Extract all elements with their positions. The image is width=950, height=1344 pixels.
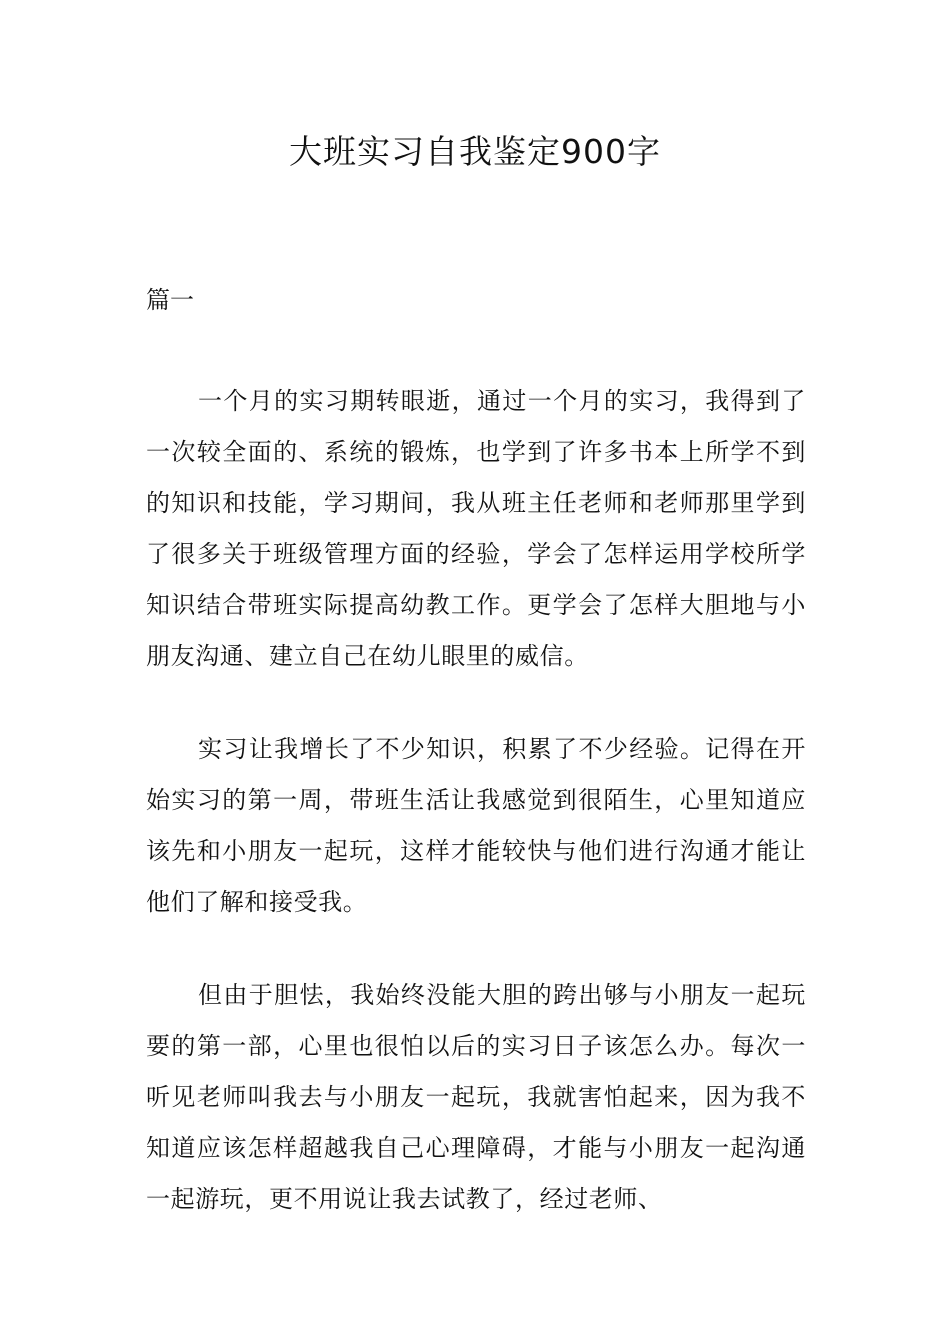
- paragraph-2: 实习让我增长了不少知识，积累了不少经验。记得在开始实习的第一周，带班生活让我感觉到很陌生，心里知道应该先和小朋友一起玩，这样才能较快与他们进行沟通才能让他们了解和接受我。: [146, 735, 806, 916]
- section-label: 篇一: [146, 286, 194, 314]
- paragraph-3: 但由于胆怯，我始终没能大胆的跨出够与小朋友一起玩要的第一部，心里也很怕以后的实习日子该怎么办。每次一听见老师叫我去与小朋友一起玩，我就害怕起来，因为我不知道应该怎样超越我自己心理障碍，才能与小朋友一起沟通一起游玩，更不用说让我去试教了，经过老师、: [146, 981, 806, 1213]
- document-title: 大班实习自我鉴定900字: [289, 132, 661, 171]
- paragraph-1: 一个月的实习期转眼逝，通过一个月的实习，我得到了一次较全面的、系统的锻炼，也学到了许多书本上所学不到的知识和技能，学习期间，我从班主任老师和老师那里学到了很多关于班级管理方面的经验，学会了怎样运用学校所学知识结合带班实际提高幼教工作。更学会了怎样大胆地与小朋友沟通、建立自己在幼儿眼里的威信。: [146, 387, 806, 670]
